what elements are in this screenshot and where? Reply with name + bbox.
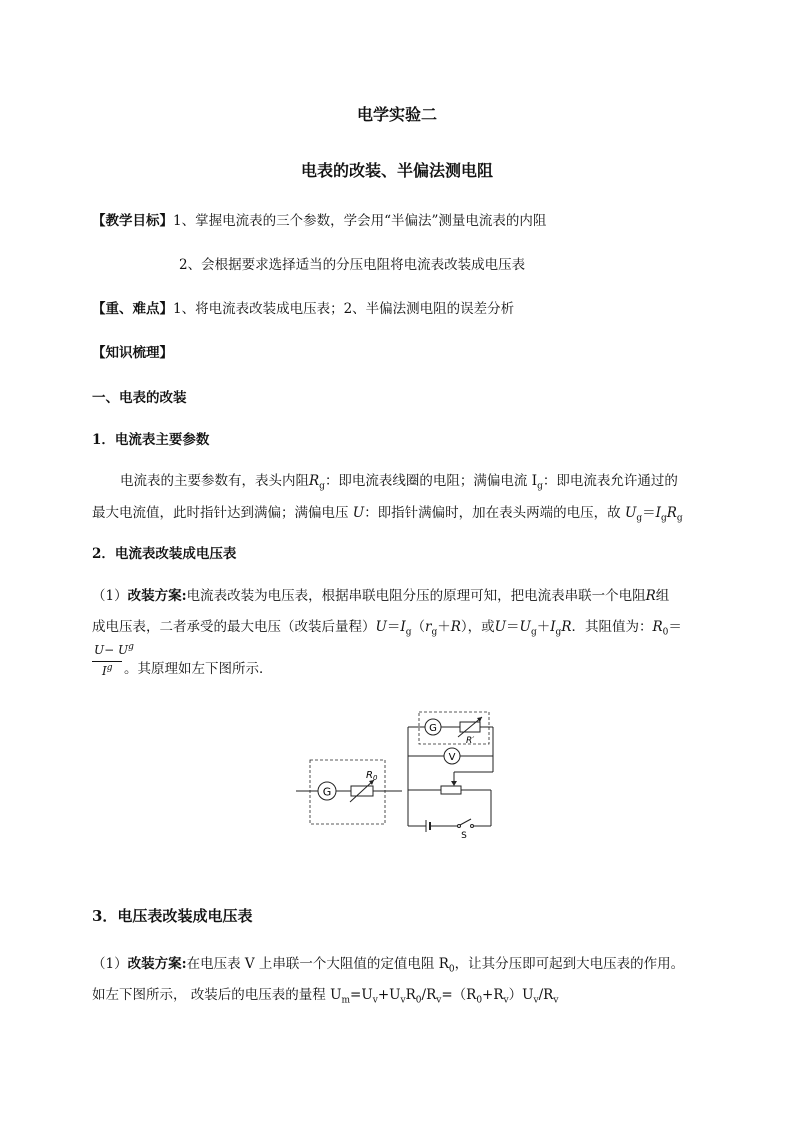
teaching-goals-label: 【教学目标】 xyxy=(92,213,173,229)
galvanometer-label: G xyxy=(322,785,332,799)
bold-label: 改装方案: xyxy=(127,956,187,972)
subsection-3-heading: 3．电压表改装成电压表 xyxy=(92,907,253,925)
text-span: 最大电流值，此时指针达到满偏；满偏电压 xyxy=(92,505,349,521)
voltmeter-label: V xyxy=(448,752,456,763)
math-r: R xyxy=(450,619,461,635)
text-span: ：即指针满偏时，加在表头两端的电压，故 xyxy=(364,505,621,521)
text-span: ），或 xyxy=(460,619,495,635)
math-u: U xyxy=(352,505,365,521)
math-sub: 0 xyxy=(415,995,422,1006)
math-sub: 0 xyxy=(448,964,455,975)
text-span: /R xyxy=(421,987,437,1003)
math-eq: ＝ xyxy=(506,619,520,635)
math-r: R xyxy=(652,619,663,635)
math-sub: g xyxy=(537,481,543,492)
resistor-sub: 0 xyxy=(372,774,378,782)
math-r: R xyxy=(309,473,320,489)
circuit-diagram-right xyxy=(404,708,500,838)
section-1-heading: 一、电表的改装 xyxy=(92,390,187,406)
fraction-bar xyxy=(92,661,122,662)
math-sub: v xyxy=(436,995,442,1006)
math-sub: 0 xyxy=(662,627,669,638)
potentiometer-icon xyxy=(441,786,461,794)
text-span: ：即电流表允许通过的 xyxy=(542,473,678,489)
paragraph-2-line-2 xyxy=(92,618,682,636)
math-sub: v xyxy=(400,995,406,1006)
math-sub: g xyxy=(431,627,438,638)
text-span: 电流表改装为电压表，根据串联电阻分压的原理可知，把电流表串联一个电阻 xyxy=(186,588,646,604)
subsection-1-heading: 1．电流表主要参数 xyxy=(92,432,210,448)
paragraph-2-line-3: 。其原理如左下图所示． xyxy=(124,661,273,677)
math-sub: g xyxy=(530,627,537,638)
text-span: =（R xyxy=(441,987,477,1003)
text-span: （1） xyxy=(92,956,128,972)
math-i: I xyxy=(550,619,556,635)
text-span: =U xyxy=(350,987,373,1003)
key-points-text: 1、将电流表改装成电压表；2、半偏法测电阻的误差分析 xyxy=(173,301,515,317)
text-span: ＋ xyxy=(437,619,451,635)
math-sub: g xyxy=(555,627,562,638)
math-sub: 0 xyxy=(476,995,483,1006)
math-sub: g xyxy=(405,627,412,638)
math-r: R xyxy=(666,505,677,521)
math-sub: m xyxy=(341,995,351,1006)
teaching-goal-1: 1、掌握电流表的三个参数，学会用“半偏法”测量电流表的内阻 xyxy=(173,213,547,229)
fraction-denominator xyxy=(102,664,113,678)
page-subtitle: 电表的改装、半偏法测电阻 xyxy=(300,161,493,180)
arrow-head xyxy=(477,717,482,722)
paragraph-1-line-2 xyxy=(92,504,683,522)
switch-label: S xyxy=(461,831,467,838)
math-sup: g xyxy=(106,663,113,673)
text-span: ．其阻值为： xyxy=(571,619,653,635)
math-sub: g xyxy=(676,513,683,524)
math-r: r xyxy=(425,619,432,635)
circuit-diagram-left xyxy=(296,758,402,826)
math-r: R xyxy=(645,588,656,604)
knowledge-label: 【知识梳理】 xyxy=(92,345,173,361)
math-sub: g xyxy=(660,513,667,524)
text-span: 电流表的主要参数有，表头内阻 xyxy=(120,473,309,489)
resistor-label: R′ xyxy=(466,736,475,746)
math-sub: v xyxy=(503,995,509,1006)
resistor-letter: R xyxy=(366,770,373,781)
text-span: 组 xyxy=(655,588,670,604)
math-i: I xyxy=(400,619,406,635)
math-sup: g xyxy=(128,642,134,652)
math-sub: g xyxy=(319,481,325,492)
math-eq: ＝ xyxy=(668,619,682,635)
text-span: I xyxy=(102,664,107,678)
math-u: U xyxy=(494,619,507,635)
subsection-2-heading: 2．电流表改装成电压表 xyxy=(92,546,237,562)
slider-arrow xyxy=(451,781,457,786)
text-span: +U xyxy=(377,987,401,1003)
text-span: ，让其分压即可起到大电压表的作用。 xyxy=(454,956,685,972)
math-i: I xyxy=(655,505,661,521)
math-sub: v xyxy=(372,995,378,1006)
math-sub: v xyxy=(533,995,539,1006)
math-u: U xyxy=(624,505,637,521)
switch-lever xyxy=(460,819,471,825)
bold-label: 改装方案: xyxy=(127,588,187,604)
math-eq: ＝ xyxy=(642,505,656,521)
text-span: 在电压表 V 上串联一个大阻值的定值电阻 R xyxy=(186,956,449,972)
math-u: U xyxy=(519,619,531,635)
fraction-r0 xyxy=(92,642,134,683)
math-u: U xyxy=(375,619,387,635)
text-span: /R xyxy=(538,987,554,1003)
key-points xyxy=(92,300,514,318)
text-span: +R xyxy=(482,987,504,1003)
page-title: 电学实验二 xyxy=(356,105,437,124)
paragraph-2-line-1 xyxy=(92,587,669,605)
teaching-goals xyxy=(92,212,546,230)
text-span: ＋ xyxy=(536,619,551,635)
text-span: （ xyxy=(411,619,425,635)
math-sub: v xyxy=(553,995,559,1006)
paragraph-3-line-2 xyxy=(92,986,558,1004)
fraction-numerator xyxy=(94,643,134,657)
math-sub: g xyxy=(636,513,643,524)
math-r: R xyxy=(561,619,572,635)
text-span: 如左下图所示， 改装后的电压表的量程 U xyxy=(92,987,342,1003)
paragraph-1-line-1 xyxy=(120,472,678,490)
text-span: ）U xyxy=(508,987,534,1003)
text-span: U− U xyxy=(94,643,129,657)
text-span: （1） xyxy=(92,588,128,604)
resistor-label xyxy=(366,770,378,782)
key-points-label: 【重、难点】 xyxy=(92,301,173,317)
text-span: ：即电流表线圈的电阻；满偏电流 I xyxy=(324,473,538,489)
text-span: 成电压表，二者承受的最大电压（改装后量程） xyxy=(92,619,376,635)
paragraph-3-line-1 xyxy=(92,955,684,973)
teaching-goal-2: 2、会根据要求选择适当的分压电阻将电流表改装成电压表 xyxy=(179,257,526,273)
galvanometer-label: G xyxy=(429,723,437,734)
math-eq: ＝ xyxy=(386,619,401,635)
text-span: R xyxy=(405,987,416,1003)
